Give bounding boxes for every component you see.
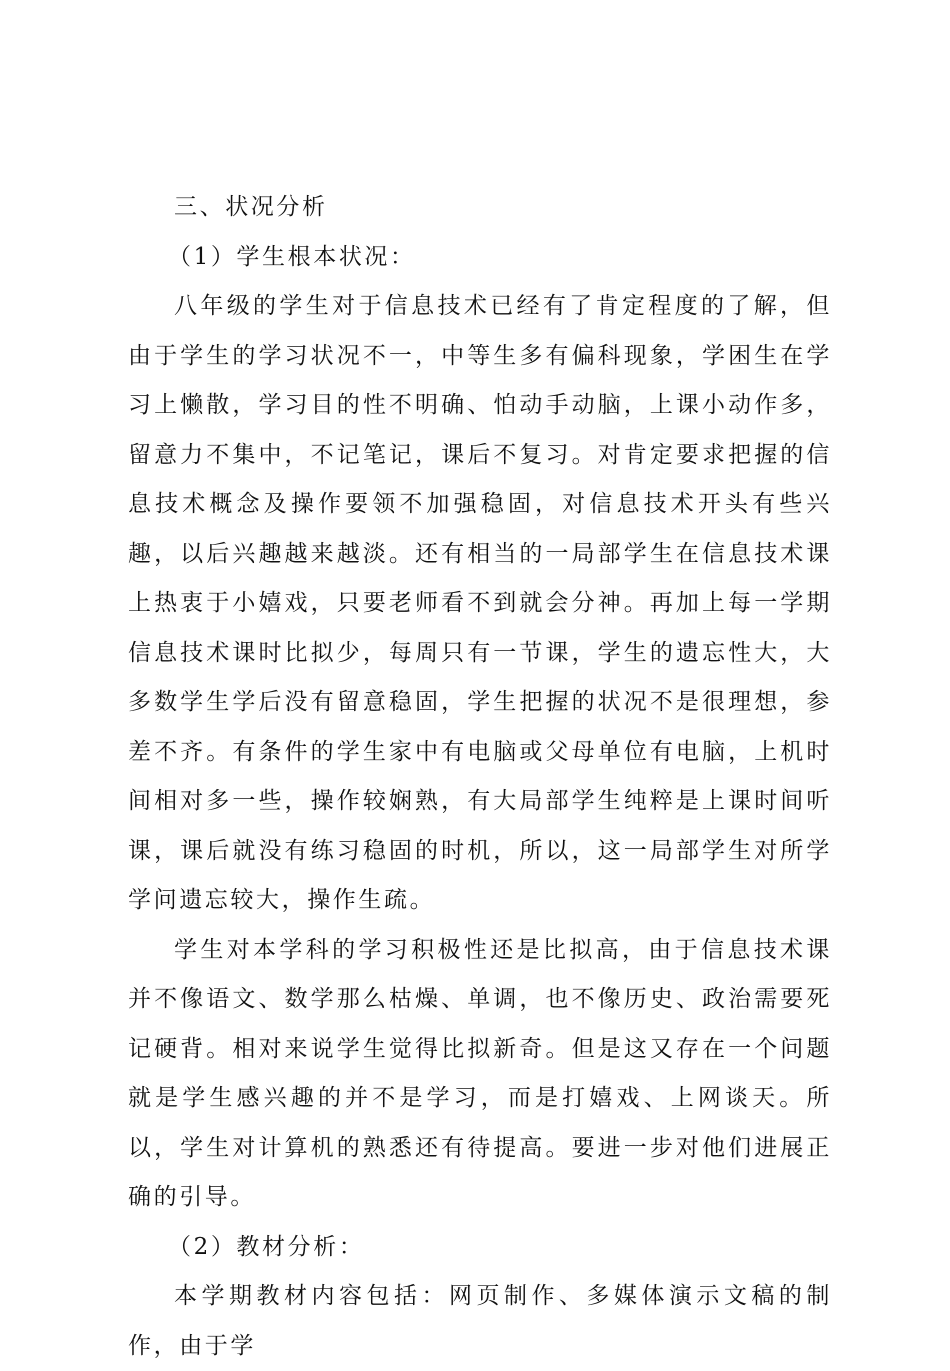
paragraph-learning-motivation: 学生对本学科的学习积极性还是比拟高，由于信息技术课并不像语文、数学那么枯燥、单调，也不像历史、政治需要死记硬背。相对来说学生觉得比拟新奇。但是这又存在一个问题就是学生感兴趣的并不是学习，而是打嬉戏、上网谈天。所以，学生对计算机的熟悉还有待提高。要进一步对他们进展正确的引导。	[128, 936, 832, 1210]
paragraph-student-status: 八年级的学生对于信息技术已经有了肯定程度的了解，但由于学生的学习状况不一，中等生多有偏科现象，学困生在学习上懒散，学习目的性不明确、怕动手动脑，上课小动作多，留意力不集中，不记笔记，课后不复习。对肯定要求把握的信息技术概念及操作要领不加强稳固，对信息技术开头有些兴趣，以后兴趣越来越淡。还有相当的一局部学生在信息技术课上热衷于小嬉戏，只要老师看不到就会分神。再加上每一学期信息技术课时比拟少，每周只有一节课，学生的遗忘性大，大多数学生学后没有留意稳固，学生把握的状况不是很理想，参差不齐。有条件的学生家中有电脑或父母单位有电脑，上机时间相对多一些，操作较娴熟，有大局部学生纯粹是上课时间听课，课后就没有练习稳固的时机，所以，这一局部学生对所学学问遗忘较大，操作生疏。	[128, 293, 832, 913]
subsection-heading-textbook-analysis: （2）教材分析：	[168, 1233, 365, 1260]
section-heading: 三、状况分析	[174, 194, 328, 220]
document-body	[128, 183, 832, 1371]
paragraph-textbook-content: 本学期教材内容包括：网页制作、多媒体演示文稿的制作，由于学	[128, 1283, 832, 1359]
subsection-heading-student-status: （1）学生根本状况：	[168, 243, 416, 270]
